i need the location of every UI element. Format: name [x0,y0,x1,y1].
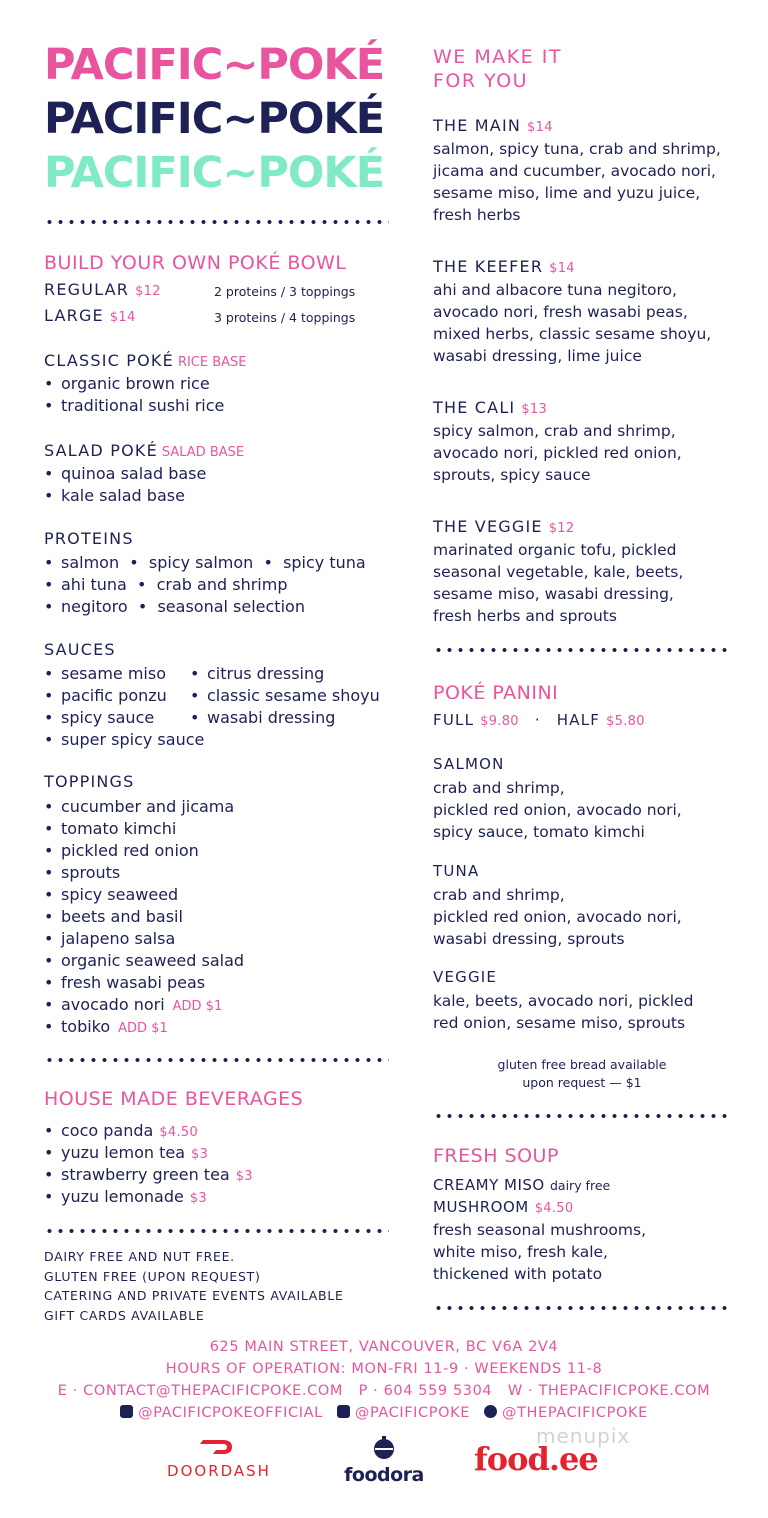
foodora-logo[interactable] [342,1436,426,1486]
list-item: • spicy sauce [44,708,155,727]
foodora-icon [369,1436,399,1460]
instagram-icon [120,1405,133,1418]
panini-name: SALMON [433,755,505,773]
list-item: • organic seaweed salad [44,951,245,970]
panini-description: kale, beets, avocado nori, pickled red onion, sesame miso, sprouts [433,992,694,1032]
bowl-name: THE VEGGIE $12 [433,517,575,536]
sauces-heading: SAUCES [44,640,116,659]
twitter-link[interactable]: @THEPACIFICPOKE [484,1405,648,1421]
bowl-name: THE MAIN $14 [433,116,553,135]
regular-price: $12 [135,284,161,299]
hours: HOURS OF OPERATION: MON-FRI 11-9 · WEEKENDS 11-8 [165,1361,603,1377]
large-size [44,306,136,325]
logo-line-navy: PACIFIC~POKÉ [44,94,385,144]
doordash-logo[interactable] [160,1436,278,1480]
classic-tag: RICE BASE [177,355,247,370]
regular-note: 2 proteins / 3 toppings [214,284,356,299]
note-line: CATERING AND PRIVATE EVENTS AVAILABLE [44,1288,344,1303]
divider [433,1305,731,1311]
gluten-free-note [433,1056,731,1092]
instagram-link[interactable]: @PACIFICPOKEOFFICIAL [120,1405,323,1421]
divider [44,219,389,225]
list-item: • avocado nori ADD $1 [44,995,223,1014]
classic-poke-heading [44,351,247,370]
facebook-icon [337,1405,350,1418]
gf-line: gluten free bread available [497,1057,667,1072]
bowl-description: spicy salmon, crab and shrimp, avocado nori, pickled red onion, sprouts, spicy sauce [433,422,682,484]
regular-size [44,280,161,299]
we-make-line: WE MAKE IT [433,46,562,68]
list-item: • beets and basil [44,907,183,926]
proteins-heading: PROTEINS [44,529,134,548]
salad-label: SALAD POKÉ [44,441,158,460]
logo-line-pink: PACIFIC~POKÉ [44,40,385,90]
divider [433,1113,731,1119]
notes [44,1247,344,1325]
watermark: menupix [536,1424,631,1448]
list-row: • ahi tuna • crab and shrimp [44,575,288,594]
list-item: • tobiko ADD $1 [44,1017,168,1036]
list-item: • coco panda $4.50 [44,1121,199,1140]
panini-description: crab and shrimp, pickled red onion, avocado nori, spicy sauce, tomato kimchi [433,779,682,841]
note-line: GIFT CARDS AVAILABLE [44,1307,205,1323]
list-item: • pacific ponzu [44,686,167,705]
we-make-line: FOR YOU [433,70,529,92]
list-item: • super spicy sauce [44,730,205,749]
twitter-icon [484,1405,497,1418]
contact-line[interactable]: E · CONTACT@THEPACIFICPOKE.COM P · 604 559 5304 W · THEPACIFICPOKE.COM [57,1383,711,1399]
panini-name: VEGGIE [433,968,498,986]
salad-poke-heading [44,441,244,460]
list-item: • jalapeno salsa [44,929,176,948]
list-item: • spicy seaweed [44,885,179,904]
list-item: • sprouts [44,863,121,882]
addon-price: ADD $1 [118,1021,168,1036]
large-label: LARGE [44,306,104,325]
foodee-logo[interactable]: food.ee [474,1440,598,1478]
build-bowl-title: BUILD YOUR OWN POKÉ BOWL [44,252,347,274]
list-item: • pickled red onion [44,841,199,860]
soup-title: FRESH SOUP [433,1145,559,1167]
toppings-heading: TOPPINGS [44,772,135,791]
list-item: • strawberry green tea $3 [44,1165,253,1184]
list-item: • quinoa salad base [44,464,207,483]
list-item: • yuzu lemon tea $3 [44,1143,209,1162]
list-item: • wasabi dressing [190,708,336,727]
social-links [0,1405,768,1421]
divider [44,1228,389,1234]
panini-name: TUNA [433,862,480,880]
soup-name: CREAMY MISO dairy free [433,1176,611,1194]
beverages-title: HOUSE MADE BEVERAGES [44,1088,304,1110]
address: 625 MAIN STREET, VANCOUVER, BC V6A 2V4 [209,1339,559,1355]
list-row: • negitoro • seasonal selection [44,597,305,616]
facebook-link[interactable]: @PACIFICPOKE [337,1405,470,1421]
list-row: • salmon • spicy salmon • spicy tuna [44,553,366,572]
foodora-label: foodora [344,1464,424,1486]
list-item: • citrus dressing [190,664,325,683]
list-item: • kale salad base [44,486,185,505]
dairy-free-tag: dairy free [549,1178,611,1193]
divider [433,647,731,653]
list-item: • fresh wasabi peas [44,973,206,992]
large-note: 3 proteins / 4 toppings [214,310,356,325]
doordash-icon [199,1436,239,1456]
large-price: $14 [109,310,136,325]
note-line: GLUTEN FREE (UPON REQUEST) [44,1268,261,1284]
bowl-name: THE CALI $13 [433,398,548,417]
list-item: • sesame miso [44,664,166,683]
doordash-label: DOORDASH [167,1462,271,1480]
soup-name: MUSHROOM $4.50 [433,1198,574,1216]
list-item: • organic brown rice [44,374,210,393]
regular-label: REGULAR [44,280,130,299]
classic-label: CLASSIC POKÉ [44,351,174,370]
panini-title: POKÉ PANINI [433,682,559,704]
soup-description: fresh seasonal mushrooms, white miso, fresh kale, thickened with potato [433,1221,646,1283]
bowl-description: marinated organic tofu, pickled seasonal vegetable, kale, beets, sesame miso, wasabi dressing, fresh herbs and sprouts [433,541,684,625]
addon-price: ADD $1 [172,999,223,1014]
logo-line-mint: PACIFIC~POKÉ [44,148,385,198]
list-item: • traditional sushi rice [44,396,225,415]
list-item: • yuzu lemonade $3 [44,1187,207,1206]
we-make-title [433,45,562,93]
bowl-name: THE KEEFER $14 [433,257,575,276]
gf-line: upon request — $1 [522,1075,642,1090]
panini-sizes: FULL $9.80 · HALF $5.80 [433,711,645,729]
salad-tag: SALAD BASE [161,445,245,460]
list-item: • cucumber and jicama [44,797,235,816]
list-item: • classic sesame shoyu [190,686,380,705]
bowl-description: ahi and albacore tuna negitoro, avocado nori, fresh wasabi peas, mixed herbs, classic sesame shoyu, wasabi dressing, lime juice [433,281,712,365]
panini-description: crab and shrimp, pickled red onion, avocado nori, wasabi dressing, sprouts [433,886,682,948]
divider [44,1057,389,1063]
bowl-description: salmon, spicy tuna, crab and shrimp, jicama and cucumber, avocado nori, sesame miso, lime and yuzu juice, fresh herbs [433,140,721,224]
note-line: DAIRY FREE AND NUT FREE. [44,1249,235,1264]
list-item: • tomato kimchi [44,819,177,838]
